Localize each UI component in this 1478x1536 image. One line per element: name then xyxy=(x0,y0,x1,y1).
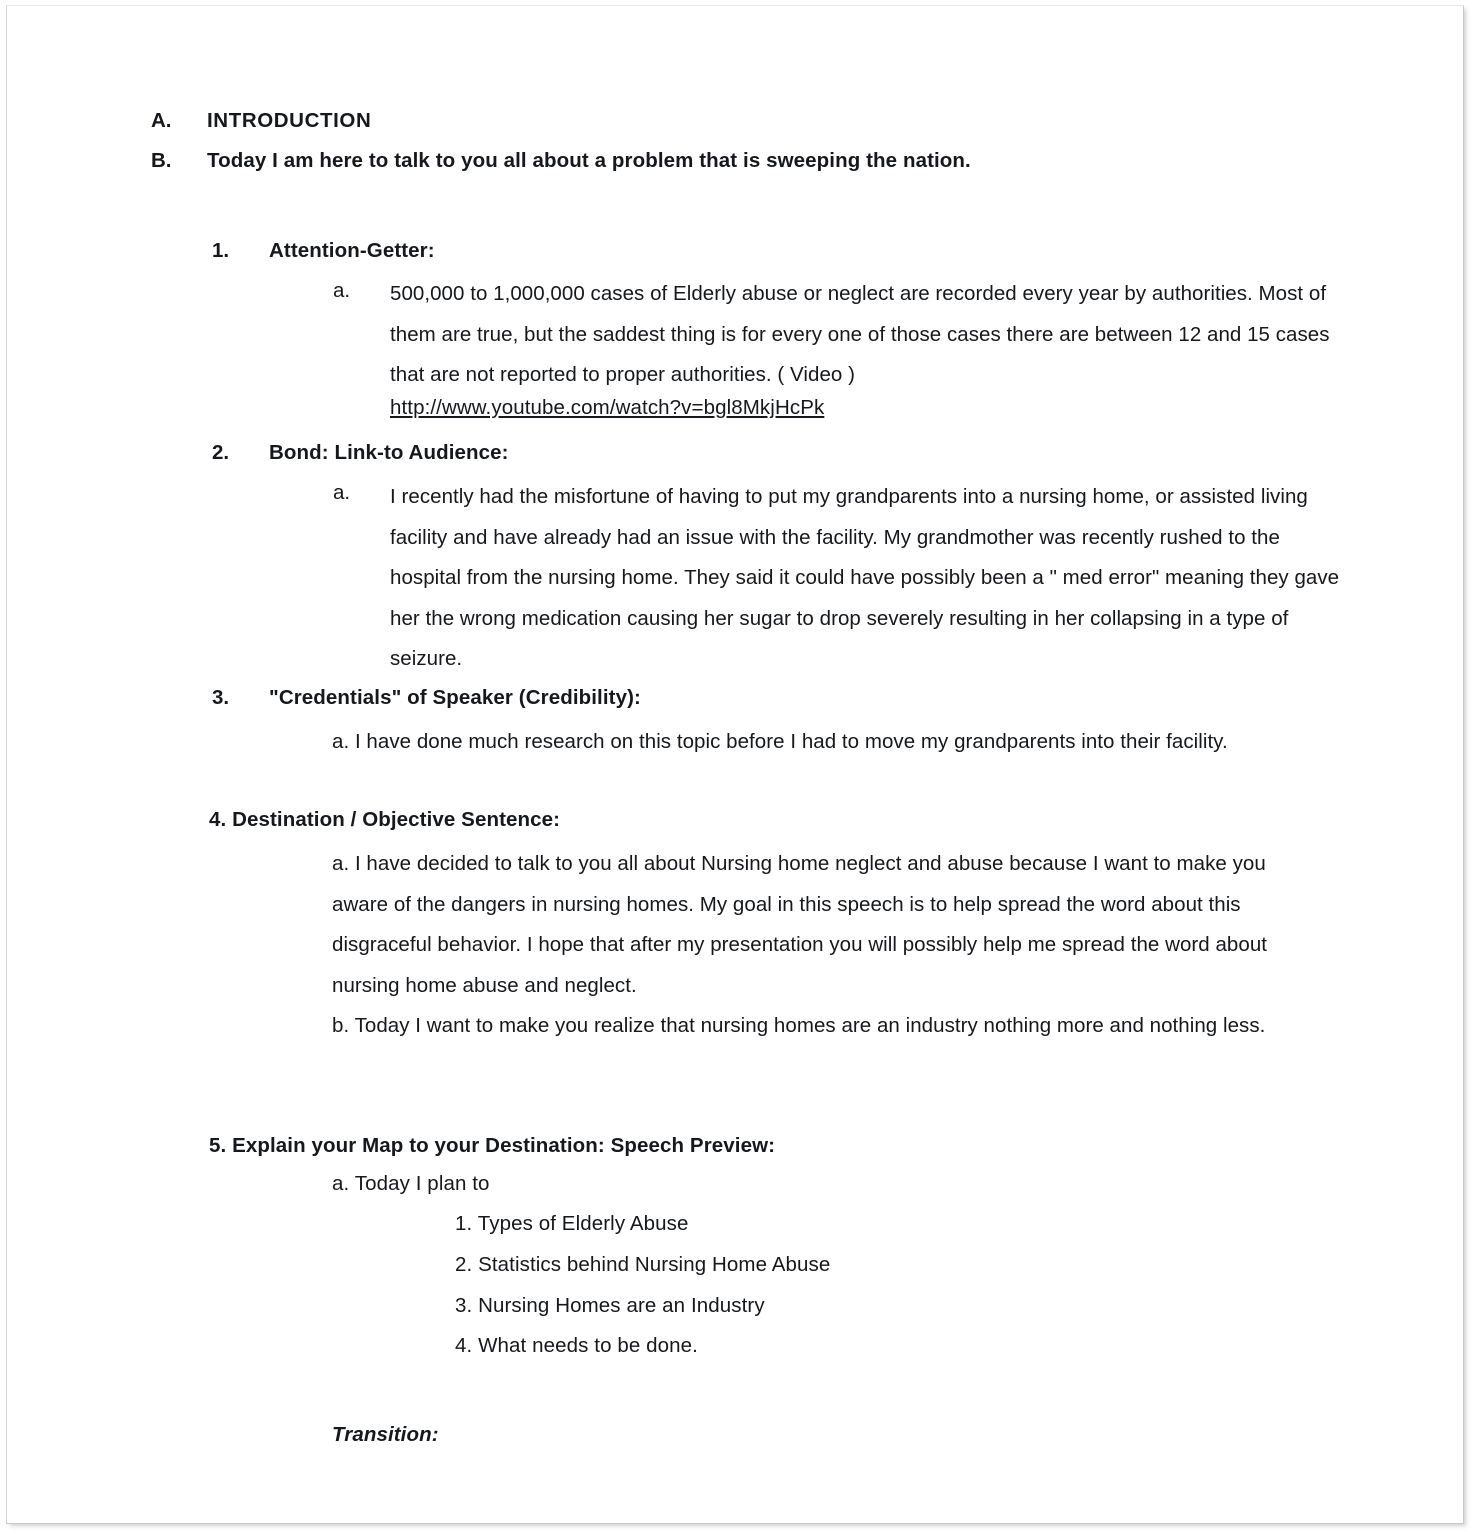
outline-marker-2a: a. xyxy=(333,481,351,504)
transition-label: Transition: xyxy=(332,1423,439,1446)
heading-speech-preview: 5. Explain your Map to your Destination: Speech Preview: xyxy=(209,1134,776,1157)
speech-preview-intro: a. Today I plan to xyxy=(332,1172,490,1195)
attention-getter-text: 500,000 to 1,000,000 cases of Elderly abuse or neglect are recorded every year by authorities. Most of them are true, but the saddest thing is for every one of those cases there are between 12 and 15 cases that are not reported to proper authorities. ( Video ) xyxy=(390,282,1330,386)
intro-statement: Today I am here to talk to you all about a problem that is sweeping the nation. xyxy=(207,149,971,172)
heading-attention-getter: Attention-Getter: xyxy=(269,239,435,262)
youtube-video-link[interactable]: http://www.youtube.com/watch?v=bgl8MkjHcPk xyxy=(390,396,825,419)
destination-text-a: a. I have decided to talk to you all about Nursing home neglect and abuse because I want to make you aware of the dangers in nursing homes. My goal in this speech is to help spread the word about this disgraceful behavior. I hope that after my presentation you will possibly help me spread the word about nursing home abuse and neglect. xyxy=(332,852,1268,997)
preview-list-item-3: 3. Nursing Homes are an Industry xyxy=(455,1294,765,1317)
heading-credentials-of-speaker: "Credentials" of Speaker (Credibility): xyxy=(269,686,641,709)
destination-text-b: b. Today I want to make you realize that nursing homes are an industry nothing more and nothing less. xyxy=(332,1014,1266,1037)
document-page xyxy=(6,5,1464,1524)
outline-marker-a: A. xyxy=(151,109,172,132)
outline-marker-3: 3. xyxy=(212,686,230,709)
outline-marker-1: 1. xyxy=(212,239,230,262)
heading-introduction: INTRODUCTION xyxy=(207,109,372,132)
preview-list-item-1: 1. Types of Elderly Abuse xyxy=(455,1212,689,1235)
outline-marker-1a: a. xyxy=(333,279,351,302)
preview-list-item-2: 2. Statistics behind Nursing Home Abuse xyxy=(455,1253,831,1276)
bond-link-text: I recently had the misfortune of having to put my grandparents into a nursing home, or assisted living facility and have already had an issue with the facility. My grandmother was recently rushed to the hospital from the nursing home. They said it could have possibly been a " med error" meaning they gave her the wrong medication causing her sugar to drop severely resulting in her collapsing in a type of seizure. xyxy=(390,485,1340,670)
outline-marker-b: B. xyxy=(151,149,172,172)
heading-destination-objective-sentence: 4. Destination / Objective Sentence: xyxy=(209,808,561,831)
document-body xyxy=(7,6,1465,1525)
heading-bond-link-to-audience: Bond: Link-to Audience: xyxy=(269,441,509,464)
outline-marker-2: 2. xyxy=(212,441,230,464)
credentials-text: a. I have done much research on this topic before I had to move my grandparents into their facility. xyxy=(332,730,1228,753)
preview-list-item-4: 4. What needs to be done. xyxy=(455,1334,698,1357)
